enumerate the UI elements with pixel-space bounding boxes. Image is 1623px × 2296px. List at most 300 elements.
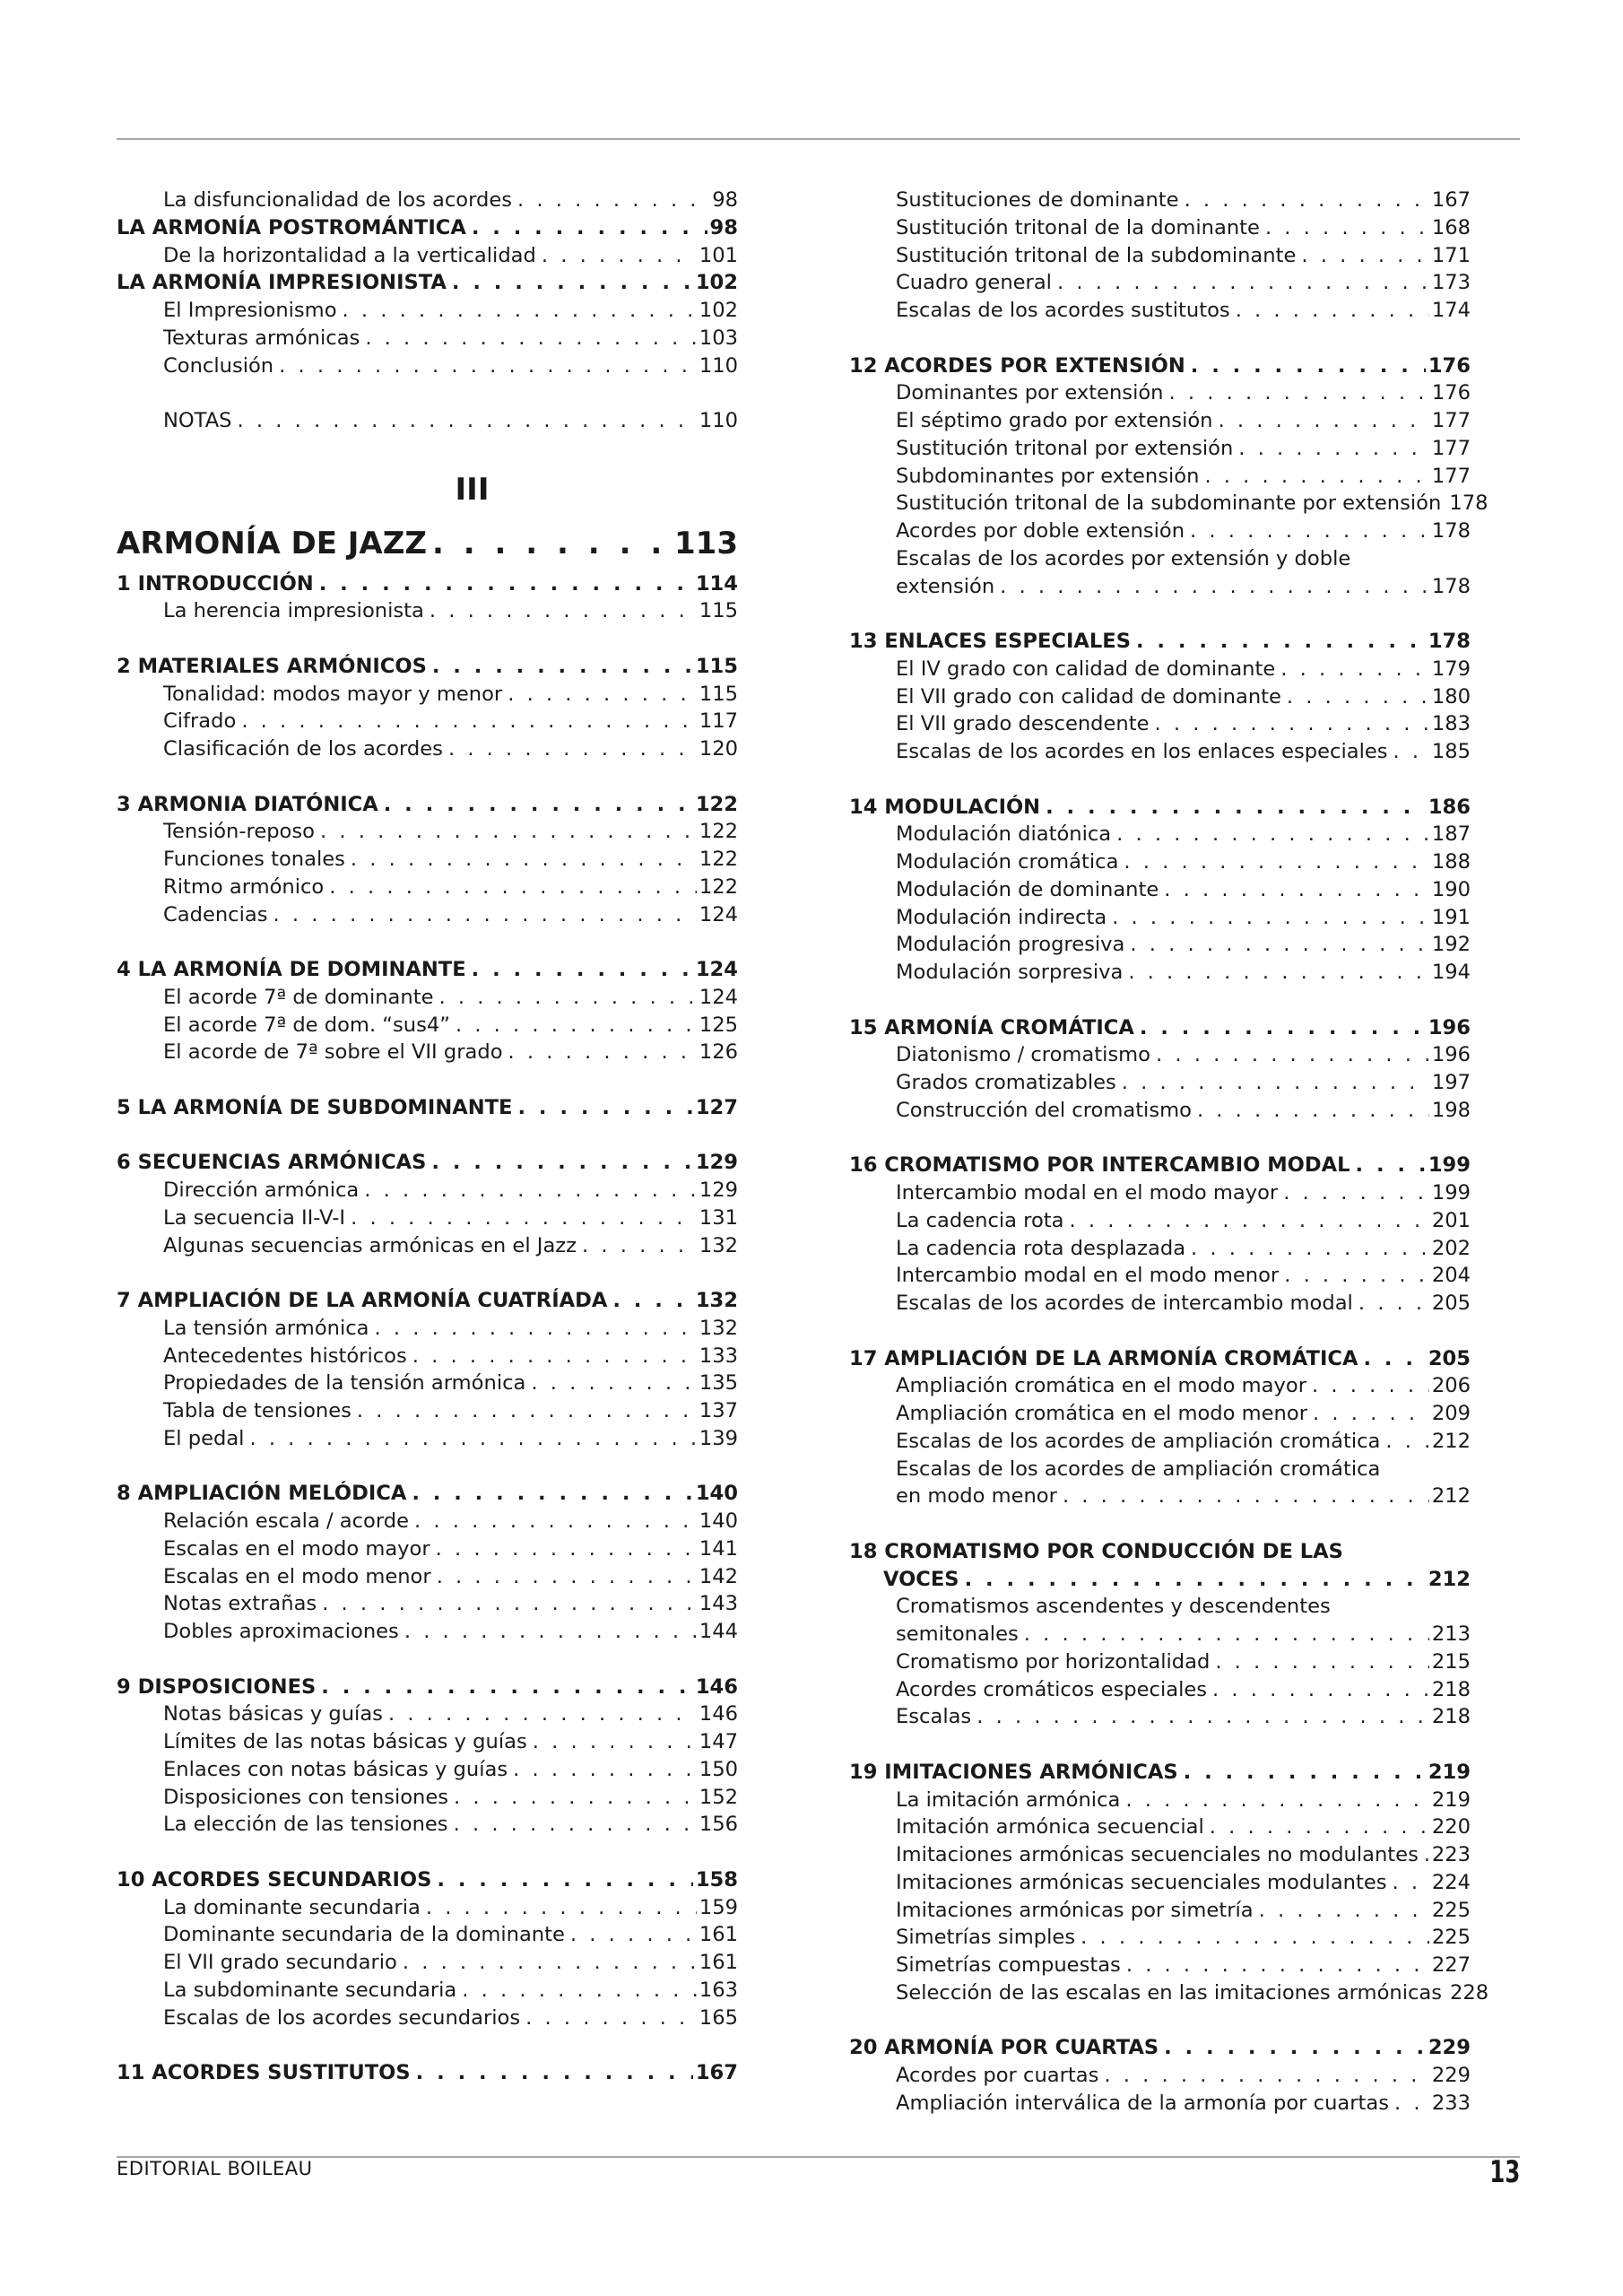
toc-subentry [849, 1400, 1471, 1428]
toc-subentry [849, 656, 1471, 683]
entry-title: Ampliación cromática en el modo mayor [896, 1374, 1306, 1398]
dot-leader [1164, 2034, 1426, 2062]
entry-title: Escalas de los acordes secundarios [163, 2005, 521, 2030]
dot-leader [612, 1287, 693, 1315]
entry-page-number: 132 [699, 1316, 738, 1340]
toc-subentry [117, 1977, 738, 2005]
dot-leader [322, 1590, 697, 1618]
dot-leader [412, 1343, 697, 1370]
toc-chapter [849, 2034, 1471, 2062]
entry-page-number: 171 [1431, 243, 1471, 267]
entry-page-number: 218 [1431, 1705, 1471, 1729]
toc-subentry [849, 959, 1471, 987]
entry-page-number: 224 [1431, 1870, 1471, 1894]
toc-part-title [117, 517, 738, 570]
entry-page-number: 196 [1431, 1043, 1471, 1067]
toc-subentry [117, 1205, 738, 1232]
entry-title: 2 MATERIALES ARMÓNICOS [117, 654, 427, 678]
entry-page-number: 204 [1431, 1264, 1471, 1288]
toc-subentry [849, 517, 1471, 545]
toc-subentry [849, 2090, 1471, 2118]
dot-leader [1191, 1235, 1429, 1263]
toc-subentry [849, 1207, 1471, 1235]
dot-leader [1126, 1952, 1429, 1979]
spacer [117, 1646, 738, 1674]
toc-subentry [849, 1869, 1471, 1897]
entry-page-number: 127 [695, 1095, 738, 1119]
dot-leader [249, 1425, 696, 1453]
entry-page-number: 115 [699, 682, 738, 706]
toc-subentry [849, 1897, 1471, 1925]
spacer [849, 766, 1471, 794]
toc-subentry [849, 1179, 1471, 1207]
entry-page-number: 209 [1431, 1402, 1471, 1425]
toc-chapter [849, 1152, 1471, 1179]
entry-page-number: 103 [699, 326, 738, 350]
entry-title: Modulación sorpresiva [896, 961, 1124, 984]
dot-leader [404, 1618, 697, 1646]
entry-page-number: 144 [699, 1620, 738, 1643]
toc-subentry [849, 1041, 1471, 1069]
dot-leader [1265, 214, 1429, 242]
toc-chapter [117, 1866, 738, 1894]
toc-subentry [117, 735, 738, 763]
entry-page-number: 163 [699, 1978, 738, 2002]
dot-leader [414, 1508, 697, 1535]
dot-leader [1284, 1262, 1429, 1290]
dot-leader [1156, 1041, 1429, 1069]
toc-subentry [849, 904, 1471, 932]
entry-page-number: 219 [1431, 1787, 1471, 1812]
dot-leader [1356, 1152, 1426, 1179]
toc-subentry [117, 242, 738, 270]
toc-subentry-line [849, 1593, 1471, 1621]
entry-page-number: 142 [699, 1564, 738, 1588]
entry-title: Acordes cromáticos especiales [896, 1677, 1208, 1701]
entry-page-number: 114 [695, 571, 738, 596]
entry-page-number: 177 [1431, 464, 1471, 488]
dot-leader [436, 1535, 697, 1563]
dot-leader [437, 1866, 692, 1894]
toc-subentry [849, 1262, 1471, 1290]
entry-page-number: 225 [1431, 1926, 1471, 1950]
toc-subentry [849, 435, 1471, 463]
dot-leader [1238, 435, 1429, 463]
entry-title: 10 ACORDES SECUNDARIOS [117, 1867, 432, 1892]
dot-leader [1312, 1372, 1429, 1400]
entry-page-number: 179 [1431, 657, 1471, 681]
spacer [849, 600, 1471, 628]
entry-page-number: 161 [699, 1951, 738, 1974]
toc-subentry [117, 984, 738, 1012]
entry-title: Sustitución tritonal por extensión [896, 436, 1234, 460]
spacer [849, 1125, 1471, 1152]
toc-subentry [117, 1949, 738, 1977]
toc-chapter [117, 791, 738, 819]
dot-leader [1191, 352, 1426, 380]
toc-subentry [849, 1372, 1471, 1400]
entry-page-number: 218 [1431, 1677, 1471, 1701]
dot-leader [241, 708, 697, 735]
toc-subentry [117, 846, 738, 874]
entry-page-number: 185 [1431, 740, 1471, 763]
entry-title: La cadencia rota desplazada [896, 1236, 1186, 1260]
toc-subentry [117, 187, 738, 214]
spacer [849, 1510, 1471, 1538]
dot-leader [1136, 628, 1426, 656]
toc-subentry [117, 708, 738, 735]
entry-page-number: 165 [699, 2005, 738, 2030]
dot-leader [448, 735, 697, 763]
top-rule [117, 138, 1520, 140]
toc-subentry [117, 901, 738, 929]
entry-title: Notas básicas y guías [163, 1702, 383, 1726]
toc-subentry [849, 187, 1471, 214]
spacer [849, 1731, 1471, 1759]
entry-page-number: 183 [1431, 712, 1471, 736]
toc-subentry [117, 1232, 738, 1260]
entry-page-number: 194 [1431, 961, 1471, 984]
entry-title: El IV grado con calidad de dominante [896, 657, 1276, 681]
toc-chapter [849, 1759, 1471, 1787]
entry-title: Intercambio modal en el modo mayor [896, 1181, 1279, 1205]
entry-title: Relación escala / acorde [163, 1509, 409, 1533]
toc-subentry [117, 1343, 738, 1370]
toc-subentry [849, 463, 1471, 491]
entry-title: ARMONÍA DE JAZZ [117, 525, 428, 561]
entry-title: 12 ACORDES POR EXTENSIÓN [849, 353, 1185, 378]
dot-leader [1024, 1621, 1429, 1648]
entry-page-number: 213 [1431, 1622, 1471, 1646]
entry-title: 13 ENLACES ESPECIALES [849, 630, 1131, 653]
entry-title: Escalas de los acordes por extensión y doble [896, 546, 1351, 570]
dot-leader [1280, 656, 1429, 683]
dot-leader [343, 297, 697, 325]
entry-title: Clasificación de los acordes [163, 737, 443, 761]
toc-subentry [849, 1924, 1471, 1952]
entry-title: El pedal [163, 1426, 245, 1450]
toc-subentry [849, 573, 1471, 601]
dot-leader [1215, 1648, 1429, 1676]
entry-page-number: 101 [699, 243, 738, 267]
entry-title: Acordes por cuartas [896, 2064, 1099, 2087]
entry-title: De la horizontalidad a la verticalidad [163, 243, 536, 267]
toc-chapter [117, 570, 738, 598]
spacer [117, 928, 738, 956]
dot-leader [375, 1315, 697, 1343]
dot-leader [472, 956, 693, 984]
dot-leader [1081, 1924, 1429, 1952]
dot-leader [1204, 463, 1428, 491]
dot-leader [1125, 1787, 1429, 1814]
spacer [849, 2007, 1471, 2035]
entry-title: El acorde de 7ª sobre el VII grado [163, 1040, 503, 1065]
entry-page-number: 190 [1431, 877, 1471, 901]
dot-leader [437, 1563, 697, 1591]
dot-leader [426, 1894, 697, 1922]
entry-title: 1 INTRODUCCIÓN [117, 571, 314, 596]
toc-chapter [117, 1149, 738, 1177]
entry-title: 15 ARMONÍA CROMÁTICA [849, 1015, 1134, 1039]
dot-leader [542, 242, 697, 270]
entry-page-number: 159 [699, 1895, 738, 1919]
dot-leader [582, 1232, 697, 1260]
entry-title: Modulación indirecta [896, 905, 1107, 929]
toc-subentry-line [849, 1456, 1471, 1483]
entry-title: Tonalidad: modos mayor y menor [163, 682, 503, 706]
entry-title: Escalas [896, 1705, 972, 1729]
toc-subentry [117, 874, 738, 901]
dot-leader [320, 818, 697, 846]
entry-page-number: 115 [699, 599, 738, 623]
toc-subentry [849, 1703, 1471, 1731]
entry-title: NOTAS [163, 409, 232, 432]
dot-leader [456, 1012, 697, 1039]
toc-subentry [117, 1728, 738, 1756]
spacer [117, 763, 738, 791]
entry-title: 7 AMPLIACIÓN DE LA ARMONÍA CUATRÍADA [117, 1289, 608, 1312]
toc-subentry [117, 1921, 738, 1949]
entry-title: Dirección armónica [163, 1178, 360, 1202]
entry-title: 6 SECUENCIAS ARMÓNICAS [117, 1151, 427, 1175]
entry-title: Simetrías simples [896, 1926, 1076, 1950]
toc-chapter [849, 1014, 1471, 1042]
entry-title: Sustituciones de dominante [896, 188, 1179, 212]
dot-leader [1301, 242, 1429, 270]
toc-subentry [117, 597, 738, 625]
entry-title: Modulación de dominante [896, 877, 1159, 901]
entry-page-number: 124 [695, 958, 738, 981]
dot-leader [438, 984, 696, 1012]
entry-page-number: 140 [695, 1482, 738, 1506]
toc-subentry [849, 876, 1471, 904]
entry-page-number: 129 [699, 1178, 738, 1202]
entry-title: La subdominante secundaria [163, 1978, 457, 2002]
entry-page-number: 125 [699, 1013, 738, 1037]
toc-subentry [849, 1483, 1471, 1510]
toc-subentry [117, 1700, 738, 1728]
entry-page-number: 206 [1431, 1374, 1471, 1398]
entry-page-number: 167 [1431, 188, 1471, 212]
entry-page-number: 228 [1450, 1980, 1489, 2005]
dot-leader [364, 1177, 697, 1205]
toc-subentry [849, 1069, 1471, 1097]
spacer [117, 2031, 738, 2059]
entry-page-number: 223 [1431, 1843, 1471, 1866]
entry-title: Algunas secuencias armónicas en el Jazz [163, 1233, 577, 1257]
entry-page-number: 205 [1428, 1346, 1471, 1370]
entry-page-number: 110 [699, 353, 738, 378]
spacer [117, 1453, 738, 1481]
toc-subentry [117, 1590, 738, 1618]
dot-leader [1070, 1207, 1429, 1235]
dot-leader [513, 1756, 697, 1784]
entry-title: Modulación diatónica [896, 822, 1112, 847]
entry-title: Conclusión [163, 353, 274, 378]
toc-subentry [849, 710, 1471, 738]
entry-page-number: 227 [1431, 1953, 1471, 1977]
toc-subentry [117, 407, 738, 435]
entry-page-number: 150 [699, 1757, 738, 1781]
entry-title: VOCES [883, 1567, 959, 1591]
dot-leader [454, 1811, 697, 1839]
dot-leader [570, 1921, 697, 1949]
entry-title: Modulación progresiva [896, 933, 1125, 957]
entry-page-number: 176 [1431, 381, 1471, 405]
dot-leader [1283, 1179, 1429, 1207]
entry-page-number: 205 [1431, 1292, 1471, 1315]
spacer [117, 1066, 738, 1094]
dot-leader [273, 901, 697, 929]
entry-page-number: 98 [709, 215, 738, 239]
toc-subentry [849, 379, 1471, 407]
entry-title: La imitación armónica [896, 1787, 1121, 1812]
dot-leader [432, 653, 693, 681]
entry-title: Ampliación interválica de la armonía por cuartas [896, 2091, 1390, 2115]
dot-leader [1287, 683, 1429, 711]
entry-page-number: 196 [1428, 1015, 1471, 1039]
dot-leader [1169, 379, 1429, 407]
toc-chapter [117, 956, 738, 984]
entry-page-number: 225 [1431, 1898, 1471, 1922]
toc-chapter-line [849, 1538, 1471, 1566]
entry-title: Subdominantes por extensión [896, 464, 1200, 488]
spacer [849, 1318, 1471, 1345]
entry-title: El Impresionismo [163, 299, 337, 322]
entry-title: La disfuncionalidad de los acordes [163, 188, 513, 212]
dot-leader [1155, 710, 1429, 738]
entry-title: Imitaciones armónicas por simetría [896, 1898, 1254, 1922]
dot-leader [329, 874, 697, 901]
entry-title: Límites de las notas básicas y guías [163, 1730, 527, 1753]
spacer [117, 1122, 738, 1150]
toc-subentry [117, 297, 738, 325]
dot-leader [508, 1039, 697, 1066]
entry-title: Dobles aproximaciones [163, 1620, 399, 1643]
entry-page-number: 212 [1431, 1429, 1471, 1453]
toc-subentry [117, 1315, 738, 1343]
entry-title: Tabla de tensiones [163, 1399, 352, 1422]
dot-leader [1124, 848, 1428, 876]
toc-subentry [117, 1039, 738, 1066]
toc-subentry [849, 1952, 1471, 1979]
entry-page-number: 229 [1428, 2036, 1471, 2060]
entry-title: 3 ARMONIA DIATÓNICA [117, 792, 378, 816]
dot-leader [1393, 738, 1429, 766]
dot-leader [1219, 407, 1429, 435]
entry-title: Texturas armónicas [163, 326, 360, 350]
entry-title: Acordes por doble extensión [896, 519, 1185, 543]
dot-leader [976, 1703, 1429, 1731]
dot-leader [462, 1977, 697, 2005]
toc-subentry [849, 1787, 1471, 1814]
entry-title: 16 CROMATISMO POR INTERCAMBIO MODAL [849, 1153, 1350, 1178]
dot-leader [1057, 269, 1429, 297]
entry-title: Ampliación cromática en el modo menor [896, 1402, 1307, 1425]
toc-subentry [117, 1370, 738, 1397]
toc-subentry [117, 1012, 738, 1039]
dot-leader [1393, 1869, 1429, 1897]
entry-title: Escalas en el modo mayor [163, 1536, 430, 1561]
toc-chapter [849, 352, 1471, 380]
toc-subentry [849, 214, 1471, 242]
entry-page-number: 191 [1431, 905, 1471, 929]
toc-subentry [849, 1097, 1471, 1125]
entry-page-number: 156 [699, 1813, 738, 1837]
entry-page-number: 132 [695, 1289, 738, 1312]
toc-chapter [117, 1674, 738, 1701]
toc-subentry-line [849, 545, 1471, 573]
toc-subentry [849, 848, 1471, 876]
dot-leader [1104, 2062, 1428, 2090]
toc-subentry [849, 1813, 1471, 1841]
dot-leader [1363, 1345, 1425, 1373]
entry-page-number: 143 [699, 1592, 738, 1616]
dot-leader [1046, 794, 1426, 822]
toc-subentry [117, 1618, 738, 1646]
entry-title: Funciones tonales [163, 848, 345, 871]
entry-page-number: 122 [699, 874, 738, 899]
entry-title: Imitación armónica secuencial [896, 1815, 1204, 1839]
spacer [849, 325, 1471, 352]
toc-subentry [117, 1535, 738, 1563]
entry-page-number: 132 [699, 1233, 738, 1257]
dot-leader [531, 1370, 697, 1397]
entry-page-number: 188 [1431, 850, 1471, 874]
dot-leader [965, 1566, 1426, 1594]
entry-title: El acorde 7ª de dom. “sus4” [163, 1013, 450, 1037]
entry-title: El VII grado descendente [896, 712, 1150, 736]
spacer [849, 987, 1471, 1014]
entry-page-number: 167 [695, 2061, 738, 2084]
entry-title: La dominante secundaria [163, 1895, 421, 1919]
dot-leader [1185, 187, 1429, 214]
entry-title: Sustitución tritonal de la dominante [896, 215, 1260, 239]
dot-leader [1128, 959, 1429, 987]
entry-title: 4 LA ARMONÍA DE DOMINANTE [117, 958, 466, 981]
entry-page-number: 102 [695, 271, 738, 295]
entry-page-number: 168 [1431, 215, 1471, 239]
entry-title: Cromatismos ascendentes y descendentes [896, 1595, 1331, 1619]
entry-title: LA ARMONÍA POSTROMÁNTICA [117, 215, 466, 239]
entry-title: LA ARMONÍA IMPRESIONISTA [117, 271, 447, 295]
entry-page-number: 199 [1431, 1181, 1471, 1205]
spacer [117, 1839, 738, 1866]
entry-page-number: 177 [1431, 436, 1471, 460]
toc-subentry [849, 738, 1471, 766]
entry-title: Escalas de los acordes de intercambio modal [896, 1292, 1353, 1315]
dot-leader [1259, 1897, 1429, 1925]
entry-title: Escalas en el modo menor [163, 1564, 431, 1588]
toc-subentry [117, 1563, 738, 1591]
entry-title: Sustitución tritonal de la subdominante [896, 243, 1297, 267]
entry-title: Dominante secundaria de la dominante [163, 1923, 565, 1947]
dot-leader [1236, 297, 1429, 325]
entry-page-number: 113 [674, 525, 738, 561]
dot-leader [1164, 876, 1429, 904]
entry-title: Sustitución tritonal de la subdominante por extensión [896, 491, 1442, 516]
toc-subentry [117, 818, 738, 846]
toc-chapter-continued [849, 1566, 1471, 1594]
entry-page-number: 202 [1431, 1236, 1471, 1260]
entry-page-number: 122 [699, 848, 738, 871]
toc-subentry [117, 1397, 738, 1425]
entry-title: El VII grado secundario [163, 1951, 397, 1974]
entry-title: Cromatismo por horizontalidad [896, 1649, 1211, 1674]
dot-leader [1210, 1813, 1429, 1841]
dot-leader [403, 1949, 697, 1977]
toc-subentry [117, 1894, 738, 1922]
